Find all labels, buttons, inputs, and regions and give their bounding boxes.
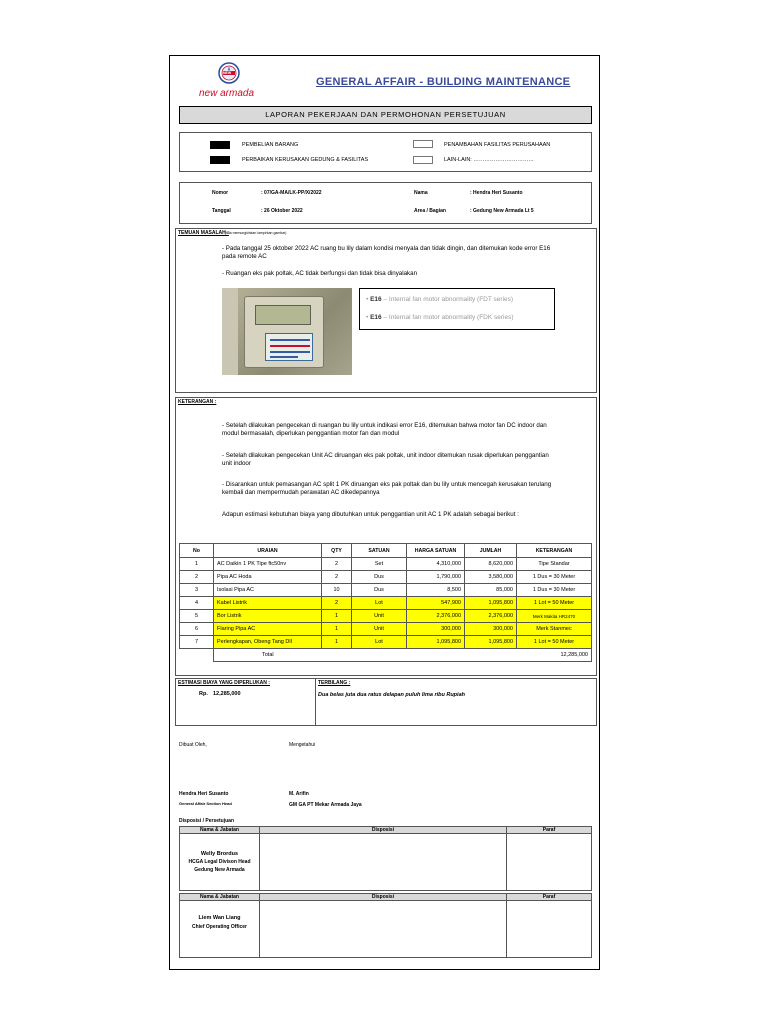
col-nama-jabatan: Nama & Jabatan: [180, 894, 260, 901]
row-no: 7: [180, 636, 214, 649]
row-qty: 1: [322, 610, 352, 623]
keterangan-paragraph-3: - Disarankan untuk pemasangan AC split 1 PK diruangan eks pak poltak dan bu lily untuk mencegah kerusakan terulang kembali dan mempermudah perawatan AC dikedepannya: [222, 481, 552, 496]
disposisi-table-1: [179, 826, 592, 891]
penambahan-label: PENAMBAHAN FASILITAS PERUSAHAAN: [444, 142, 551, 148]
row-jumlah: 1,095,800: [465, 636, 517, 649]
row-uraian: AC Daikin 1 PK Tipe ftc50nv: [214, 558, 322, 571]
terbilang-heading: TERBILANG :: [318, 680, 351, 686]
pembelian-label: PEMBELIAN BARANG: [242, 142, 299, 148]
mengetahui-label: Mengetahui: [289, 742, 316, 748]
lain-checkbox[interactable]: [413, 156, 433, 164]
row-satuan: Lot: [352, 636, 407, 649]
row-qty: 10: [322, 584, 352, 597]
estimasi-currency: Rp.: [199, 691, 208, 697]
row-jumlah: 300,000: [465, 623, 517, 636]
header-keterangan: KETERANGAN: [517, 544, 592, 558]
approver-2-role: Chief Operating Officer: [191, 924, 247, 930]
approver-1-name: Welly Brordus: [200, 851, 239, 857]
row-jumlah: 1,095,800: [465, 597, 517, 610]
col-disposisi: Disposisi: [260, 827, 507, 834]
row-jumlah: 8,620,000: [465, 558, 517, 571]
area-label: Area / Bagian: [414, 208, 446, 214]
nama-label: Nama: [414, 190, 428, 196]
row-harga: 1,095,800: [407, 636, 465, 649]
row-no: 6: [180, 623, 214, 636]
row-no: 4: [180, 597, 214, 610]
temuan-heading: TEMUAN MASALAH :: [178, 230, 229, 236]
perbaikan-checkbox[interactable]: [210, 156, 230, 164]
estimasi-heading: ESTIMASI BIAYA YANG DIPERLUKAN :: [178, 680, 270, 686]
row-satuan: Unit: [352, 610, 407, 623]
signer-2-name: M. Arifin: [289, 791, 309, 797]
keterangan-paragraph-4: Adapun estimasi kebutuhan biaya yang dibutuhkan untuk penggantian unit AC 1 PK adalah sebagai berikut :: [222, 511, 519, 518]
col-disposisi: Disposisi: [260, 894, 507, 901]
approver-1-location: Gedung New Armada: [194, 867, 245, 873]
col-paraf: Paraf: [507, 827, 592, 834]
error-code-2: E16: [370, 314, 382, 321]
row-qty: 2: [322, 558, 352, 571]
row-satuan: Lot: [352, 597, 407, 610]
row-uraian: Pipa AC Hoda: [214, 571, 322, 584]
col-nama-jabatan: Nama & Jabatan: [180, 827, 260, 834]
table-row: [180, 636, 592, 649]
row-qty: 1: [322, 636, 352, 649]
table-row: [180, 610, 592, 623]
row-satuan: Set: [352, 558, 407, 571]
row-uraian: Isolasi Pipa AC: [214, 584, 322, 597]
col-paraf: Paraf: [507, 894, 592, 901]
row-satuan: Dus: [352, 571, 407, 584]
row-uraian: Flaring Pipa AC: [214, 623, 322, 636]
temuan-paragraph-1: - Pada tanggal 25 oktober 2022 AC ruang bu lily dalam kondisi menyala dan tidak dingin, dan ditemukan kode error E16 pada remote AC: [222, 245, 551, 260]
table-row: [180, 623, 592, 636]
error-desc-2: – Internal fan motor abnormality (FDK series): [381, 314, 514, 321]
row-no: 5: [180, 610, 214, 623]
row-keterangan: Merk Makita HR2470: [517, 610, 592, 623]
disposisi-input-2[interactable]: [260, 901, 507, 958]
row-jumlah: 3,580,000: [465, 571, 517, 584]
terbilang-text: Dua belas juta dua ratus delapan puluh lima ribu Rupiah: [318, 692, 465, 698]
header-harga: HARGA SATUAN: [407, 544, 465, 558]
total-label: Total: [214, 649, 517, 662]
header-jumlah: JUMLAH: [465, 544, 517, 558]
row-uraian: Bor Listrik: [214, 610, 322, 623]
dibuat-label: Dibuat Oleh,: [179, 742, 207, 748]
table-row: [180, 571, 592, 584]
row-uraian: Perlengkapan, Obeng Tang Dll: [214, 636, 322, 649]
row-uraian: Kabel Listrik: [214, 597, 322, 610]
paraf-input-1[interactable]: [507, 834, 592, 891]
nomor-value: : 07/GA-MA/LK-PP/X/2022: [261, 190, 322, 196]
signer-1-role: General Affair Section Head: [179, 801, 232, 806]
row-satuan: Unit: [352, 623, 407, 636]
row-keterangan: 1 Dus = 30 Meter: [517, 571, 592, 584]
row-qty: 1: [322, 623, 352, 636]
row-keterangan: 1 Lot = 50 Meter: [517, 597, 592, 610]
cost-table: [179, 543, 592, 662]
penambahan-checkbox[interactable]: [413, 140, 433, 148]
row-harga: 547,900: [407, 597, 465, 610]
table-row: [180, 558, 592, 571]
row-satuan: Dus: [352, 584, 407, 597]
approver-2-name: Liem Wan Liang: [198, 915, 241, 921]
header-qty: QTY: [322, 544, 352, 558]
tanggal-value: : 26 Oktober 2022: [261, 208, 303, 214]
row-no: 1: [180, 558, 214, 571]
row-no: 2: [180, 571, 214, 584]
header-uraian: URAIAN: [214, 544, 322, 558]
header-satuan: SATUAN: [352, 544, 407, 558]
pembelian-checkbox[interactable]: [210, 141, 230, 149]
row-keterangan: 1 Lot = 50 Meter: [517, 636, 592, 649]
perbaikan-label: PERBAIKAN KERUSAKAN GEDUNG & FASILITAS: [242, 157, 369, 163]
logo-text: new armada: [199, 88, 255, 99]
paraf-input-2[interactable]: [507, 901, 592, 958]
total-value: 12,285,000: [517, 649, 592, 662]
row-jumlah: 85,000: [465, 584, 517, 597]
header-no: No: [180, 544, 214, 558]
temuan-paragraph-2: - Ruangan eks pak poltak, AC tidak berfungsi dan tidak bisa dinyalakan: [222, 270, 418, 277]
nama-value: : Hendra Heri Susanto: [470, 190, 523, 196]
keterangan-paragraph-1: - Setelah dilakukan pengecekan di ruangan bu lily untuk indikasi error E16, ditemukan bahwa motor fan DC indoor dan modul bermasalah, diperlukan penggantian motor fan dan modul: [222, 422, 547, 437]
row-keterangan: Merk Stanmec: [517, 623, 592, 636]
row-harga: 4,310,000: [407, 558, 465, 571]
info-box: [179, 182, 592, 224]
error-code-box: • E16 – Internal fan motor abnormality (FDT series) • E16 – Internal fan motor abnormality (FDK series): [359, 288, 555, 330]
approver-1-role: HCGA Legal Divison Head: [188, 859, 251, 865]
tanggal-label: Tanggal: [212, 208, 231, 214]
row-keterangan: Tipe Standar: [517, 558, 592, 571]
keterangan-paragraph-2: - Setelah dilakukan pengecekan Unit AC diruangan eks pak poltak, unit indoor ditemukan rusak diperlukan penggantian unit indoor: [222, 452, 549, 467]
nomor-label: Nomor: [212, 190, 229, 196]
row-harga: 8,500: [407, 584, 465, 597]
disposisi-heading: Disposisi / Persetujuan: [179, 818, 235, 824]
keterangan-heading: KETERANGAN :: [178, 399, 217, 405]
cost-table-body: [180, 558, 592, 662]
table-row: [180, 597, 592, 610]
row-qty: 2: [322, 571, 352, 584]
lain-label: LAIN-LAIN: ……………………………: [444, 157, 534, 163]
disposisi-input-1[interactable]: [260, 834, 507, 891]
row-no: 3: [180, 584, 214, 597]
temuan-note: (bila memungkinkan lampirkan gambar): [225, 231, 287, 235]
estimasi-value: 12,285,000: [213, 691, 241, 697]
request-type-box: [179, 132, 592, 172]
disposisi-table-2: [179, 893, 592, 958]
row-harga: 2,376,000: [407, 610, 465, 623]
row-jumlah: 2,376,000: [465, 610, 517, 623]
row-harga: 300,000: [407, 623, 465, 636]
signer-2-role: GM GA PT Mekar Armada Jaya: [289, 802, 362, 808]
row-qty: 2: [322, 597, 352, 610]
total-row: [180, 649, 592, 662]
ac-remote-photo: [222, 288, 352, 375]
page-title: GENERAL AFFAIR - BUILDING MAINTENANCE: [316, 76, 571, 88]
report-form: [169, 55, 600, 970]
error-desc-1: – Internal fan motor abnormality (FDT series): [381, 296, 514, 303]
row-harga: 1,790,000: [407, 571, 465, 584]
table-row: [180, 584, 592, 597]
error-code-1: E16: [370, 296, 382, 303]
report-subtitle: LAPORAN PEKERJAAN DAN PERMOHONAN PERSETUJUAN: [179, 106, 592, 124]
row-keterangan: 1 Dus = 30 Meter: [517, 584, 592, 597]
area-value: : Gedung New Armada Lt 5: [470, 208, 534, 214]
signer-1-name: Hendra Heri Susanto: [179, 791, 229, 797]
logo-badge: NEW: [223, 71, 232, 75]
